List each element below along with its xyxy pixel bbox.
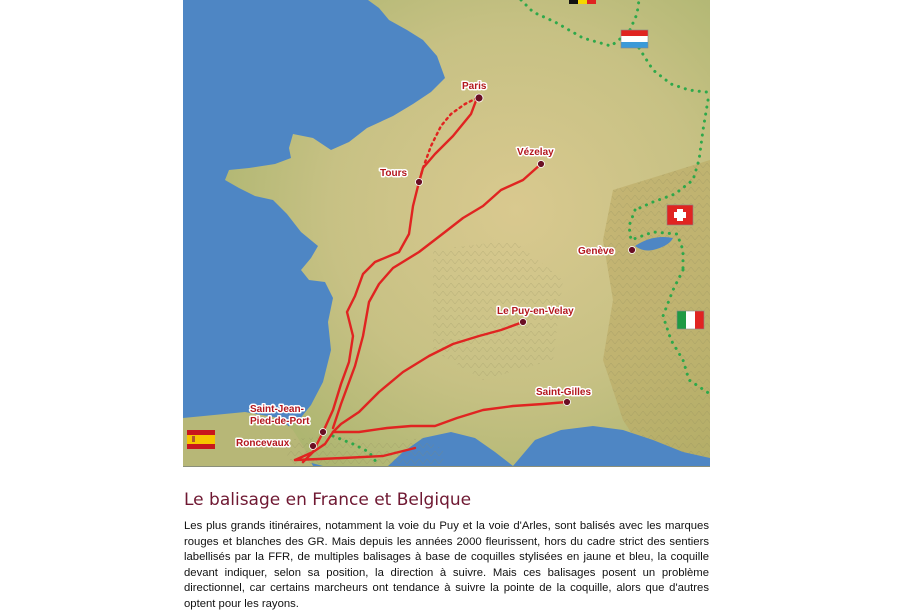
spain-flag xyxy=(187,430,215,449)
tours-label: Tours xyxy=(380,168,408,179)
paris-marker xyxy=(475,94,483,102)
belgium-flag xyxy=(569,0,596,4)
luxembourg-flag xyxy=(621,30,648,48)
roncevaux-label: Roncevaux xyxy=(236,438,290,449)
pilgrimage-routes-map xyxy=(183,0,710,467)
saint-gilles-marker xyxy=(564,399,571,406)
section-heading: Le balisage en France et Belgique xyxy=(184,490,472,510)
tours-marker xyxy=(416,179,423,186)
saint-jean-marker xyxy=(320,429,327,436)
geneve-label: Genève xyxy=(578,246,615,257)
geneve-marker xyxy=(629,247,636,254)
switzerland-flag xyxy=(667,205,693,225)
le-puy-label: Le Puy-en-Velay xyxy=(497,306,574,317)
vezelay-label: Vézelay xyxy=(517,147,554,158)
saint-jean-label-line2: Pied-de-Port xyxy=(250,416,310,427)
roncevaux-marker xyxy=(310,443,317,450)
saint-jean-label-line1: Saint-Jean- xyxy=(250,404,304,415)
paris-label: Paris xyxy=(462,81,487,92)
italy-flag xyxy=(677,311,704,329)
body-paragraph: Les plus grands itinéraires, notamment la voie du Puy et la voie d'Arles, sont balisés avec les marques rouges et blanches des GR. Mais depuis les années 2000 fleurissent, hors du cadre strict des sentiers labellisés par la FFR, de multiples balisages à base de coquilles stylisées en jaune et bleu, la coquille devant indiquer, selon sa position, la direction à suivre. Mais ces balisages posent un problème directionnel, car certains marcheurs ont tendance à suivre la pointe de la coquille, alors que d'autres optent pour les rayons. xyxy=(184,520,709,610)
vezelay-marker xyxy=(538,161,545,168)
saint-gilles-label: Saint-Gilles xyxy=(536,387,592,398)
le-puy-marker xyxy=(520,319,527,326)
